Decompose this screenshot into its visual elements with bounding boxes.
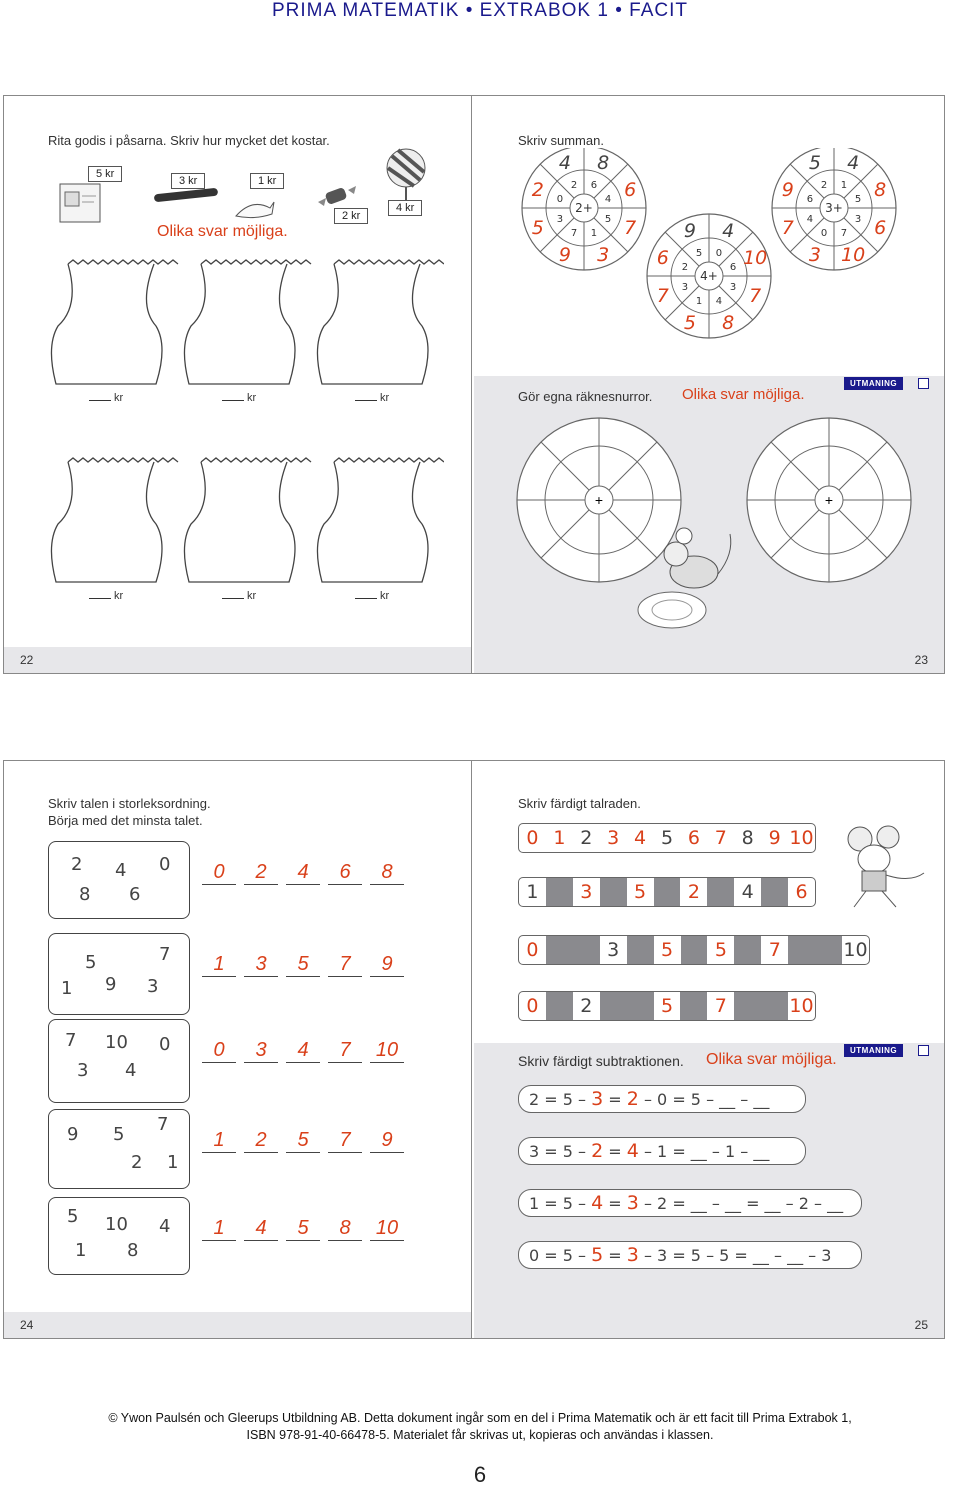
given-numbers-box xyxy=(48,1019,190,1103)
subtraction-equation xyxy=(518,1241,862,1269)
answer-note: Olika svar möjliga. xyxy=(682,386,805,403)
strip-cell: 4 xyxy=(741,881,754,903)
answer-note: Olika svar möjliga. xyxy=(157,223,288,240)
wheel-inner-number: 6 xyxy=(729,262,737,274)
answer-number: 1 xyxy=(202,1129,236,1153)
wheel-sum: 8 xyxy=(722,312,735,335)
strip-cell: 0 xyxy=(526,939,539,961)
equation-text: 3 = 5 – xyxy=(529,1142,592,1161)
price-answer: kr xyxy=(222,392,256,404)
answer-number: 8 xyxy=(370,861,404,885)
strip-cell: 5 xyxy=(634,881,647,903)
answer-number: 1 xyxy=(202,953,236,977)
strip-cell: 8 xyxy=(741,827,754,849)
given-number: 4 xyxy=(115,860,127,881)
answer-number: 5 xyxy=(591,1244,604,1266)
ordered-answers xyxy=(202,1129,404,1153)
answer-number: 1 xyxy=(202,1217,236,1241)
wheel-sum: 6 xyxy=(656,246,669,269)
strip-cell: 5 xyxy=(661,939,674,961)
equation-text: – 1 = __ – 1 – __ xyxy=(638,1142,770,1161)
wheel-sum: 5 xyxy=(683,312,696,335)
page-number-bar xyxy=(4,1312,471,1338)
given-number: 0 xyxy=(159,854,171,875)
strip-cell xyxy=(573,936,600,964)
strip-cell: 10 xyxy=(789,995,814,1017)
strip-cell xyxy=(680,992,707,1020)
price-tag: 2 kr xyxy=(334,208,368,224)
strip-cell xyxy=(734,936,761,964)
wheel-inner-number: 0 xyxy=(820,228,828,240)
wheel-inner-number: 1 xyxy=(840,179,848,191)
strip-cell xyxy=(681,936,708,964)
wheel-inner-number: 5 xyxy=(695,247,703,259)
challenge-tag: UTMANING xyxy=(844,377,903,390)
page-24 xyxy=(4,761,472,1338)
wheel-sum: 2 xyxy=(531,178,544,201)
answer-number: 4 xyxy=(286,1039,320,1063)
document-page-number: 6 xyxy=(473,1462,487,1487)
given-number: 2 xyxy=(131,1152,143,1173)
price-answer: kr xyxy=(355,590,389,602)
copyright-footer xyxy=(0,1410,960,1444)
page-number: 24 xyxy=(20,1318,34,1332)
answer-number: 5 xyxy=(286,1129,320,1153)
wheel-sum: 4 xyxy=(847,151,860,174)
wheel-inner-number: 0 xyxy=(715,247,723,259)
page-23 xyxy=(474,96,944,673)
price-tag: 5 kr xyxy=(88,166,122,182)
answer-number: 4 xyxy=(244,1217,278,1241)
given-numbers-box xyxy=(48,1197,190,1275)
wheel-inner-number: 5 xyxy=(604,213,612,225)
wheel-operator: 4+ xyxy=(700,269,718,283)
wheel-inner-number: 6 xyxy=(590,179,598,191)
given-number: 4 xyxy=(125,1060,137,1081)
answer-number: 9 xyxy=(370,953,404,977)
given-number: 1 xyxy=(75,1240,87,1261)
strip-cell: 2 xyxy=(687,881,700,903)
strip-cell: 7 xyxy=(768,939,781,961)
tag-dot xyxy=(918,378,929,389)
wheel-inner-number: 1 xyxy=(590,228,598,240)
answer-number: 2 xyxy=(626,1088,639,1110)
given-number: 9 xyxy=(67,1124,79,1145)
given-number: 3 xyxy=(77,1060,89,1081)
given-numbers-box xyxy=(48,841,190,919)
strip-cell: 10 xyxy=(789,827,814,849)
strip-cell: 4 xyxy=(634,827,647,849)
number-strip xyxy=(518,823,816,853)
wheel-inner-number: 4 xyxy=(604,194,612,206)
equation-text: = xyxy=(603,1090,627,1109)
answer-number: 3 xyxy=(626,1192,639,1214)
instruction: Skriv färdigt talraden. xyxy=(518,796,641,811)
wheel-inner-number: 4 xyxy=(806,213,814,225)
answer-number: 4 xyxy=(591,1192,604,1214)
subtraction-equation xyxy=(518,1137,806,1165)
strip-cell xyxy=(788,936,815,964)
strip-cell: 5 xyxy=(714,939,727,961)
answer-number: 5 xyxy=(286,1217,320,1241)
answer-number: 3 xyxy=(244,953,278,977)
page-number: 22 xyxy=(20,653,34,667)
footer-line: ISBN 978-91-40-66478-5. Materialet får skrivas ut, kopieras och användas i klassen. xyxy=(246,1428,714,1442)
strip-cell xyxy=(546,936,573,964)
strip-cell xyxy=(600,992,627,1020)
paper-bags-row-1 xyxy=(44,256,444,401)
answer-number: 8 xyxy=(328,1217,362,1241)
given-number: 7 xyxy=(157,1114,169,1135)
strip-cell: 0 xyxy=(526,827,539,849)
ordered-answers xyxy=(202,953,404,977)
ordered-answers xyxy=(202,1039,404,1063)
wheel-inner-number: 3 xyxy=(854,213,862,225)
given-number: 8 xyxy=(127,1240,139,1261)
given-numbers-box xyxy=(48,933,190,1015)
ordered-answers xyxy=(202,861,404,885)
answer-note: Olika svar möjliga. xyxy=(706,1051,837,1068)
instruction: Skriv summan. xyxy=(518,133,604,148)
wheel-sum: 4 xyxy=(558,151,571,174)
task-instruction: Gör egna räknesnurror. xyxy=(518,389,653,404)
wheel-sum: 5 xyxy=(808,151,821,174)
wheel-inner-number: 7 xyxy=(840,228,848,240)
strip-cell: 3 xyxy=(607,939,620,961)
strip-cell xyxy=(600,878,627,906)
page-number: 25 xyxy=(914,1318,928,1332)
answer-number: 7 xyxy=(328,1129,362,1153)
wheel-sum: 10 xyxy=(743,246,768,269)
wheel-sum: 9 xyxy=(781,178,794,201)
instruction: Rita godis i påsarna. Skriv hur mycket det kostar. xyxy=(48,133,330,148)
page-number: 23 xyxy=(914,653,928,667)
wheel-sum: 8 xyxy=(597,151,610,174)
answer-number: 0 xyxy=(202,1039,236,1063)
price-tag: 4 kr xyxy=(388,200,422,216)
wheel xyxy=(522,148,646,270)
document-header: PRIMA MATEMATIK • EXTRABOK 1 • FACIT xyxy=(272,0,688,21)
subtraction-equation xyxy=(518,1085,806,1113)
strip-cell: 2 xyxy=(580,827,593,849)
given-number: 0 xyxy=(159,1034,171,1055)
instruction xyxy=(48,795,211,829)
wheel-sum: 7 xyxy=(749,285,762,308)
wheel-operator: 2+ xyxy=(575,201,593,215)
strip-cell: 0 xyxy=(526,995,539,1017)
given-number: 8 xyxy=(79,884,91,905)
given-number: 7 xyxy=(65,1030,77,1051)
wheel-sum: 4 xyxy=(722,219,735,242)
answer-number: 3 xyxy=(244,1039,278,1063)
mouse-illustration xyxy=(830,823,930,918)
wheel-operator: 3+ xyxy=(825,201,843,215)
wheel-sum: 10 xyxy=(841,244,866,267)
wheel-inner-number: 7 xyxy=(570,228,578,240)
tag-dot xyxy=(918,1045,929,1056)
answer-number: 2 xyxy=(244,1129,278,1153)
price-tag: 3 kr xyxy=(171,173,205,189)
ordered-answers xyxy=(202,1217,404,1241)
given-number: 5 xyxy=(67,1206,79,1227)
given-number: 1 xyxy=(167,1152,179,1173)
sum-wheels xyxy=(474,148,944,358)
equation-text: = xyxy=(603,1142,627,1161)
strip-cell: 1 xyxy=(526,881,539,903)
answer-number: 10 xyxy=(370,1217,404,1241)
equation-text: – 2 = __ – __ = __ – 2 – __ xyxy=(638,1194,844,1213)
answer-number: 5 xyxy=(286,953,320,977)
given-number: 2 xyxy=(71,854,83,875)
task-instruction: Skriv färdigt subtraktionen. xyxy=(518,1053,684,1069)
wheel-operator: + xyxy=(594,492,604,508)
spread-pages-22-23 xyxy=(3,95,945,674)
equation-text: – 3 = 5 – 5 = __ – __ – 3 xyxy=(638,1246,832,1265)
wheel-inner-number: 3 xyxy=(556,213,564,225)
wheel-sum: 9 xyxy=(683,219,696,242)
strip-cell xyxy=(654,878,681,906)
instruction-line: Skriv talen i storleksordning. xyxy=(48,796,211,811)
strip-cell xyxy=(761,878,788,906)
wheel-sum: 6 xyxy=(874,217,887,240)
answer-number: 0 xyxy=(202,861,236,885)
answer-number: 2 xyxy=(591,1140,604,1162)
answer-number: 3 xyxy=(591,1088,604,1110)
wheel-sum: 6 xyxy=(624,178,637,201)
price-answer: kr xyxy=(89,392,123,404)
wheel-inner-number: 3 xyxy=(729,281,737,293)
given-number: 9 xyxy=(105,974,117,995)
answer-number: 3 xyxy=(626,1244,639,1266)
wheel-inner-number: 0 xyxy=(556,194,564,206)
strip-cell xyxy=(627,936,654,964)
wheel-sum: 9 xyxy=(558,244,571,267)
given-number: 5 xyxy=(85,952,97,973)
equation-text: = xyxy=(603,1194,627,1213)
wheel-inner-number: 5 xyxy=(854,194,862,206)
answer-number: 9 xyxy=(370,1129,404,1153)
wheel-sum: 7 xyxy=(781,217,794,240)
page-25 xyxy=(474,761,944,1338)
wheel-inner-number: 4 xyxy=(715,296,723,308)
wheel-inner-number: 6 xyxy=(806,194,814,206)
wheel-sum: 8 xyxy=(874,178,887,201)
wheel-inner-number: 1 xyxy=(695,296,703,308)
wheel-inner-number: 2 xyxy=(820,179,828,191)
equation-text: 1 = 5 – xyxy=(529,1194,592,1213)
challenge-tag: UTMANING xyxy=(844,1044,903,1057)
footer-line: © Ywon Paulsén och Gleerups Utbildning AB. Detta dokument ingår som en del i Prima Matematik och är ett facit till Prima Extrabok 1, xyxy=(108,1411,852,1425)
answer-number: 7 xyxy=(328,1039,362,1063)
wheel-sum: 3 xyxy=(597,244,610,267)
answer-number: 7 xyxy=(328,953,362,977)
given-number: 3 xyxy=(147,976,159,997)
strip-cell: 1 xyxy=(553,827,566,849)
given-numbers-box xyxy=(48,1109,190,1189)
strip-cell: 3 xyxy=(580,881,593,903)
strip-cell xyxy=(734,992,761,1020)
wheel-sum: 7 xyxy=(624,217,637,240)
strip-cell: 6 xyxy=(795,881,808,903)
wheel xyxy=(772,148,896,270)
price-tag: 1 kr xyxy=(250,173,284,189)
paper-bags-row-2 xyxy=(44,454,444,599)
instruction-line: Börja med det minsta talet. xyxy=(48,813,203,828)
strip-cell: 10 xyxy=(843,939,868,961)
wheel-inner-number: 2 xyxy=(681,262,689,274)
equation-text: = xyxy=(603,1246,627,1265)
given-number: 10 xyxy=(105,1032,128,1053)
subtraction-equation xyxy=(518,1189,862,1217)
strip-cell xyxy=(546,878,573,906)
answer-number: 4 xyxy=(626,1140,639,1162)
equation-text: 2 = 5 – xyxy=(529,1090,592,1109)
answer-number: 4 xyxy=(286,861,320,885)
number-strip xyxy=(518,935,870,965)
given-number: 10 xyxy=(105,1214,128,1235)
equation-text: 0 = 5 – xyxy=(529,1246,592,1265)
price-answer: kr xyxy=(222,590,256,602)
spread-pages-24-25 xyxy=(3,760,945,1339)
wheel xyxy=(647,214,771,338)
given-number: 7 xyxy=(159,944,171,965)
strip-cell xyxy=(627,992,654,1020)
price-answer: kr xyxy=(89,590,123,602)
wheel xyxy=(747,418,911,582)
strip-cell: 3 xyxy=(607,827,620,849)
strip-cell: 7 xyxy=(714,827,727,849)
strip-cell: 2 xyxy=(580,995,593,1017)
mouse-illustration xyxy=(634,514,744,639)
strip-cell xyxy=(815,936,842,964)
given-number: 1 xyxy=(61,978,73,999)
strip-cell xyxy=(546,992,573,1020)
wheel-inner-number: 3 xyxy=(681,281,689,293)
wheel-sum: 5 xyxy=(531,217,544,240)
page-number-bar xyxy=(4,647,471,673)
answer-number: 2 xyxy=(244,861,278,885)
page-22 xyxy=(4,96,472,673)
candy-box-image xyxy=(56,176,108,226)
wheel-sum: 7 xyxy=(656,285,669,308)
strip-cell: 6 xyxy=(687,827,700,849)
strip-cell xyxy=(761,992,788,1020)
answer-number: 6 xyxy=(328,861,362,885)
strip-cell: 5 xyxy=(660,995,674,1017)
given-number: 4 xyxy=(159,1216,171,1237)
number-strip xyxy=(518,991,816,1021)
strip-cell: 7 xyxy=(714,995,727,1017)
wheel-inner-number: 2 xyxy=(570,179,578,191)
strip-cell xyxy=(707,878,734,906)
wheel-operator: + xyxy=(824,492,834,508)
wheel-sum: 3 xyxy=(808,244,821,267)
given-number: 5 xyxy=(113,1124,125,1145)
strip-cell: 5 xyxy=(660,827,674,849)
answer-number: 10 xyxy=(370,1039,404,1063)
strip-cell: 9 xyxy=(768,827,781,849)
equation-text: – 0 = 5 – __ – __ xyxy=(638,1090,770,1109)
price-answer: kr xyxy=(355,392,389,404)
given-number: 6 xyxy=(129,884,141,905)
number-strip xyxy=(518,877,816,907)
